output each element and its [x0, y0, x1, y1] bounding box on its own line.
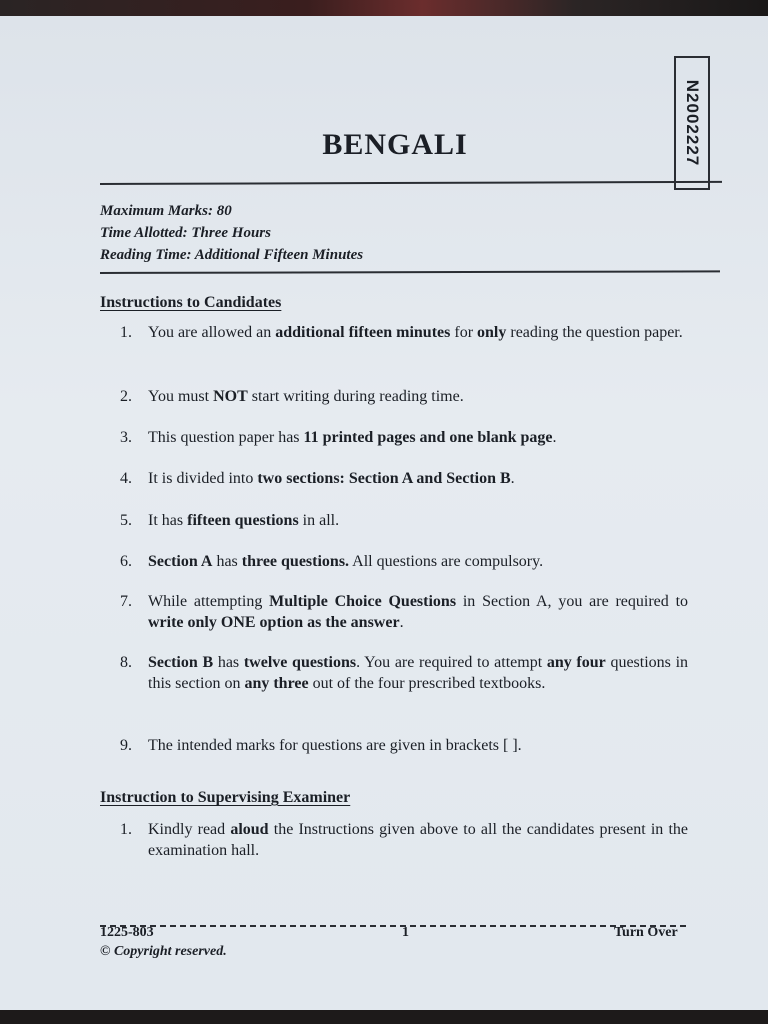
text: the Instructions given above to all the candidates present in the examination hall.	[148, 821, 689, 859]
bold-text: any four	[546, 654, 606, 671]
supervisor-heading: Instruction to Supervising Examiner	[100, 789, 351, 806]
text: It is divided into	[148, 470, 258, 487]
text: . You are required to attempt	[356, 654, 547, 671]
item-number: 9.	[120, 737, 132, 754]
list-item	[120, 551, 688, 572]
item-text	[148, 819, 688, 861]
item-number: 7.	[120, 593, 132, 610]
text: You are allowed an	[148, 324, 276, 341]
item-number: 5.	[120, 512, 132, 529]
item-text	[148, 510, 688, 531]
text: .	[552, 429, 557, 446]
bold-text: only	[477, 324, 507, 341]
bold-text: Section A	[148, 553, 213, 570]
bold-text: two sections: Section A and Section B	[257, 470, 511, 487]
list-item	[120, 735, 688, 756]
list-item	[120, 468, 688, 489]
text: questions in this section on	[148, 654, 689, 692]
text: The intended marks for questions are given in brackets [ ].	[148, 737, 522, 754]
text: for	[450, 324, 478, 341]
bold-text: aloud	[230, 821, 269, 838]
text: has	[213, 654, 244, 671]
item-text	[148, 386, 688, 407]
item-number: 2.	[120, 388, 132, 405]
max-marks: Maximum Marks: 80	[100, 203, 232, 219]
text: This question paper has	[148, 429, 304, 446]
footer-divider	[100, 925, 686, 927]
background-edge	[0, 0, 768, 16]
time-allotted: Time Allotted: Three Hours	[100, 225, 271, 241]
footer-turn-over: Turn Over	[614, 925, 678, 940]
bold-text: any three	[244, 675, 309, 692]
text: out of the four prescribed textbooks.	[308, 675, 546, 692]
item-text	[148, 468, 688, 489]
text: in all.	[298, 512, 340, 529]
paper-code: N2002227	[683, 79, 702, 167]
reading-time: Reading Time: Additional Fifteen Minutes	[100, 247, 364, 263]
text: start writing during reading time.	[247, 388, 464, 405]
text: has	[212, 553, 242, 570]
page-title: BENGALI	[322, 128, 468, 161]
bold-text: Multiple Choice Questions	[269, 593, 457, 610]
item-number: 3.	[120, 429, 132, 446]
bold-text: Section B	[148, 654, 214, 671]
text: Kindly read	[148, 821, 231, 838]
list-item	[120, 510, 688, 531]
exam-meta	[100, 200, 363, 266]
exam-page	[0, 16, 768, 1010]
list-item	[120, 591, 688, 633]
item-text	[148, 735, 688, 756]
bold-text: 11 printed pages and one blank page	[303, 429, 553, 446]
text: You must	[148, 388, 214, 405]
bold-text: fifteen questions	[187, 512, 299, 529]
bold-text: twelve questions	[243, 654, 357, 671]
list-item	[120, 386, 688, 407]
list-item	[120, 819, 688, 861]
list-item	[120, 427, 688, 448]
list-item	[120, 652, 688, 694]
item-number: 6.	[120, 553, 132, 570]
item-text	[148, 427, 688, 448]
paper-code-box	[674, 56, 710, 190]
text: .	[399, 614, 404, 631]
footer-paper-code: 1225-803	[100, 925, 154, 940]
item-number: 1.	[120, 324, 132, 341]
header-rule-bottom	[100, 270, 720, 274]
text: in Section A, you are required to	[456, 593, 689, 610]
item-text	[148, 551, 688, 572]
text: reading the question paper.	[506, 324, 683, 341]
footer-copyright: © Copyright reserved.	[100, 944, 227, 959]
item-number: 1.	[120, 821, 132, 838]
item-number: 8.	[120, 654, 132, 671]
text: .	[510, 470, 515, 487]
header-rule-top	[100, 181, 722, 185]
item-text	[148, 322, 688, 343]
text: All questions are compulsory.	[349, 553, 544, 570]
bold-text: NOT	[213, 388, 248, 405]
footer-page-number: 1	[402, 925, 409, 940]
bold-text: additional fifteen minutes	[275, 324, 451, 341]
bold-text: three questions.	[241, 553, 350, 570]
text: While attempting	[148, 593, 270, 610]
item-text	[148, 652, 688, 694]
item-text	[148, 591, 688, 633]
item-number: 4.	[120, 470, 132, 487]
bold-text: write only ONE option as the answer	[148, 614, 400, 631]
text: It has	[148, 512, 188, 529]
instructions-heading: Instructions to Candidates	[100, 294, 282, 311]
list-item	[120, 322, 688, 343]
